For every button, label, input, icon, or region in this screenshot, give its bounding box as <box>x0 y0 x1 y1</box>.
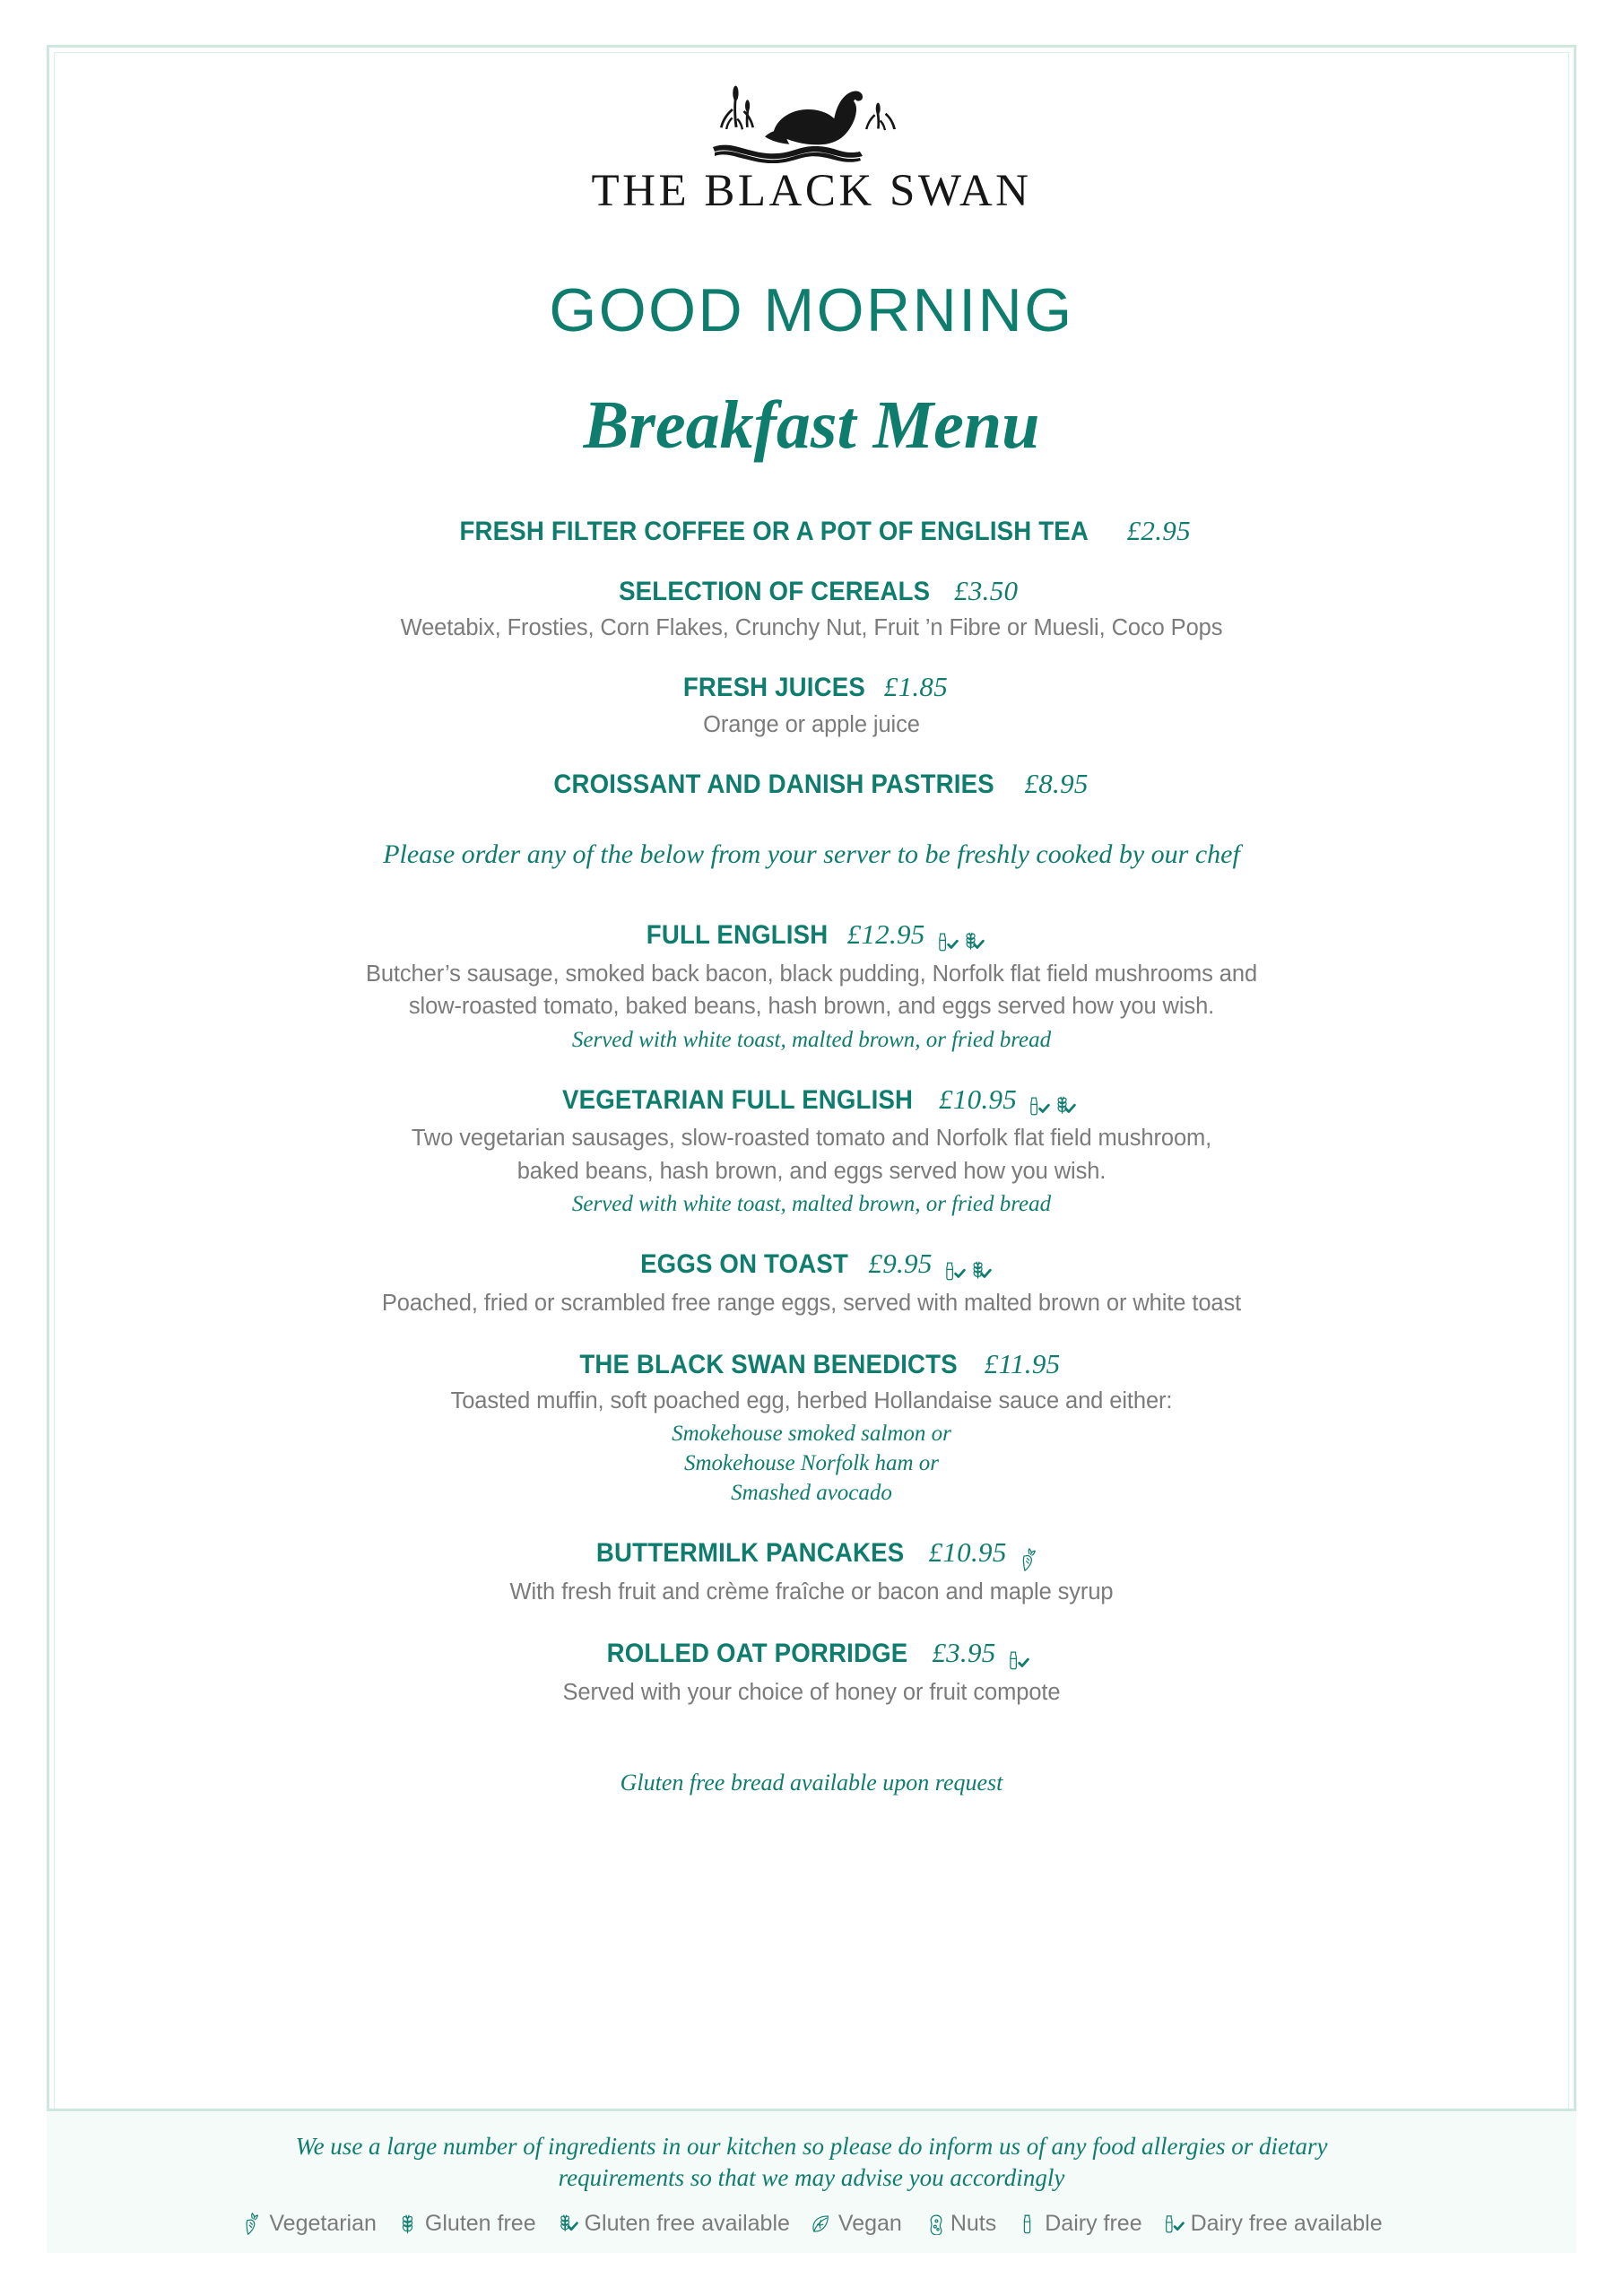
menu-item-header <box>79 575 1544 608</box>
dairy-free-icon <box>1016 2213 1038 2235</box>
menu-item-price: £10.95 <box>928 1536 1007 1569</box>
menu-item <box>79 515 1544 548</box>
gluten-free-available-icon <box>1053 1094 1076 1118</box>
menu-item-header <box>79 515 1544 548</box>
legend-label: Dairy free available <box>1190 2211 1383 2236</box>
menu-item <box>79 918 1544 1054</box>
menu-item <box>79 1637 1544 1709</box>
brand-name: THE BLACK SWAN <box>591 166 1032 216</box>
menu-item-price: £1.85 <box>883 671 949 703</box>
gluten-free-available-icon <box>961 930 985 953</box>
menu-section-cooked <box>79 918 1544 1709</box>
allergy-information-band <box>47 2109 1576 2253</box>
dietary-legend <box>82 2211 1541 2237</box>
menu-item <box>79 575 1544 645</box>
menu-item-price: £3.95 <box>932 1637 996 1669</box>
menu-item-description: Orange or apple juice <box>703 711 920 737</box>
vegan-icon <box>810 2213 832 2235</box>
gluten-free-available-icon <box>556 2213 578 2235</box>
menu-item-header <box>79 918 1544 953</box>
legend-icon-wrapper <box>396 2213 419 2235</box>
menu-item <box>79 1248 1544 1319</box>
menu-item <box>79 1536 1544 1608</box>
greeting-heading: GOOD MORNING <box>549 276 1074 344</box>
menu-item-header <box>79 1536 1544 1571</box>
dairy-free-available-icon <box>935 930 959 953</box>
legend-item-dairy-free-available <box>1162 2211 1383 2237</box>
menu-item-description: With fresh fruit and crème fraîche or bacon and maple syrup <box>509 1579 1114 1605</box>
dairy-free-available-icon <box>1006 1648 1029 1672</box>
menu-item-dietary-icons <box>1014 1548 1040 1571</box>
legend-icon-wrapper <box>240 2213 263 2235</box>
menu-item-description: Poached, fried or scrambled free range eggs, served with malted brown or white toast <box>381 1290 1242 1316</box>
legend-item-gluten-free <box>396 2211 536 2237</box>
menu-item-price: £12.95 <box>846 918 925 951</box>
legend-icon-wrapper <box>1162 2213 1185 2235</box>
menu-item-name: SELECTION OF CEREALS <box>618 576 930 606</box>
menu-item-dietary-icons <box>1003 1648 1029 1672</box>
dairy-free-available-icon <box>1027 1094 1050 1118</box>
vegetarian-icon <box>240 2213 263 2235</box>
legend-item-vegetarian <box>240 2211 377 2237</box>
menu-item <box>79 768 1544 801</box>
legend-item-gluten-free-available <box>556 2211 790 2237</box>
menu-item-name: CROISSANT AND DANISH PASTRIES <box>553 769 995 799</box>
dairy-free-available-icon <box>1162 2213 1185 2235</box>
menu-body <box>47 45 1576 2109</box>
menu-item-description: Two vegetarian sausages, slow-roasted tomato and Norfolk flat field mushroom, baked beans, hash brown, and eggs served how you wish. <box>411 1126 1212 1184</box>
menu-item-price: £8.95 <box>1024 767 1089 799</box>
menu-item-name: VEGETARIAN FULL ENGLISH <box>561 1084 914 1115</box>
dairy-free-available-icon <box>942 1259 966 1283</box>
menu-item-name: FRESH JUICES <box>682 673 865 703</box>
menu-item-description: Butcher’s sausage, smoked back bacon, black pudding, Norfolk flat field mushrooms and slow-roasted tomato, baked beans, hash brown, and eggs served how you wish. <box>365 961 1258 1020</box>
menu-item <box>79 671 1544 741</box>
legend-label: Nuts <box>950 2211 997 2236</box>
allergy-notice: We use a large number of ingredients in our kitchen so please do inform us of any food allergies or dietary requirements so that we may advise you accordingly <box>295 2132 1328 2192</box>
menu-item-dietary-icons <box>1024 1094 1076 1118</box>
legend-icon-wrapper <box>1016 2213 1038 2235</box>
menu-section-drinks-and-light <box>79 515 1544 800</box>
menu-item-note: Served with white toast, malted brown, or fried bread <box>571 1191 1052 1216</box>
menu-item-dietary-icons <box>933 930 985 953</box>
menu-item-note: Smokehouse smoked salmon or Smokehouse Norfolk ham or Smashed avocado <box>672 1422 951 1506</box>
menu-item-description: Served with your choice of honey or fruit compote <box>562 1680 1061 1706</box>
order-instruction-note: Please order any of the below from your server to be freshly cooked by our chef <box>383 839 1240 870</box>
menu-item-name: FULL ENGLISH <box>647 920 829 951</box>
legend-icon-wrapper <box>810 2213 832 2235</box>
menu-item-note: Served with white toast, malted brown, or fried bread <box>571 1027 1052 1052</box>
menu-item <box>79 1083 1544 1219</box>
menu-item-header <box>79 768 1544 801</box>
menu-item-price: £3.50 <box>954 574 1019 606</box>
menu-item-description: Toasted muffin, soft poached egg, herbed Hollandaise sauce and either: <box>450 1388 1173 1414</box>
menu-item-name: ROLLED OAT PORRIDGE <box>607 1639 908 1669</box>
menu-item-name: EGGS ON TOAST <box>640 1248 849 1279</box>
menu-item-price: £11.95 <box>984 1347 1061 1379</box>
legend-label: Gluten free <box>424 2211 536 2236</box>
menu-item-price: £9.95 <box>868 1247 933 1279</box>
menu-item-header <box>79 671 1544 704</box>
menu-item-dietary-icons <box>940 1259 992 1283</box>
legend-label: Gluten free available <box>584 2211 790 2236</box>
black-swan-on-water-icon <box>695 79 928 163</box>
legend-item-dairy-free <box>1016 2211 1141 2237</box>
menu-item-price: £10.95 <box>939 1083 1018 1115</box>
legend-item-vegan <box>810 2211 902 2237</box>
menu-item-name: FRESH FILTER COFFEE OR A POT OF ENGLISH TEA <box>459 517 1089 546</box>
legend-item-nuts <box>922 2211 996 2237</box>
menu-item-header <box>79 1248 1544 1283</box>
menu-item-description: Weetabix, Frosties, Corn Flakes, Crunchy Nut, Fruit ’n Fibre or Muesli, Coco Pops <box>400 615 1223 640</box>
legend-icon-wrapper <box>556 2213 578 2235</box>
nuts-icon <box>922 2213 944 2235</box>
menu-item-header <box>79 1637 1544 1672</box>
gluten-free-bread-note: Gluten free bread available upon request <box>620 1770 1003 1796</box>
menu-page <box>47 45 1576 2253</box>
page-title: Breakfast Menu <box>583 387 1040 463</box>
gluten-free-available-icon <box>968 1259 992 1283</box>
menu-item-name: BUTTERMILK PANCAKES <box>596 1538 905 1569</box>
menu-item <box>79 1348 1544 1509</box>
legend-label: Vegan <box>838 2211 902 2236</box>
menu-item-price: £2.95 <box>1126 515 1191 546</box>
legend-icon-wrapper <box>922 2213 944 2235</box>
menu-item-header <box>79 1348 1544 1381</box>
legend-label: Vegetarian <box>269 2211 377 2236</box>
menu-item-header <box>79 1083 1544 1118</box>
menu-item-name: THE BLACK SWAN BENEDICTS <box>578 1349 958 1379</box>
brand-logo <box>592 79 1032 217</box>
legend-label: Dairy free <box>1045 2211 1142 2236</box>
gluten-free-icon <box>396 2213 419 2235</box>
vegetarian-icon <box>1017 1548 1040 1571</box>
